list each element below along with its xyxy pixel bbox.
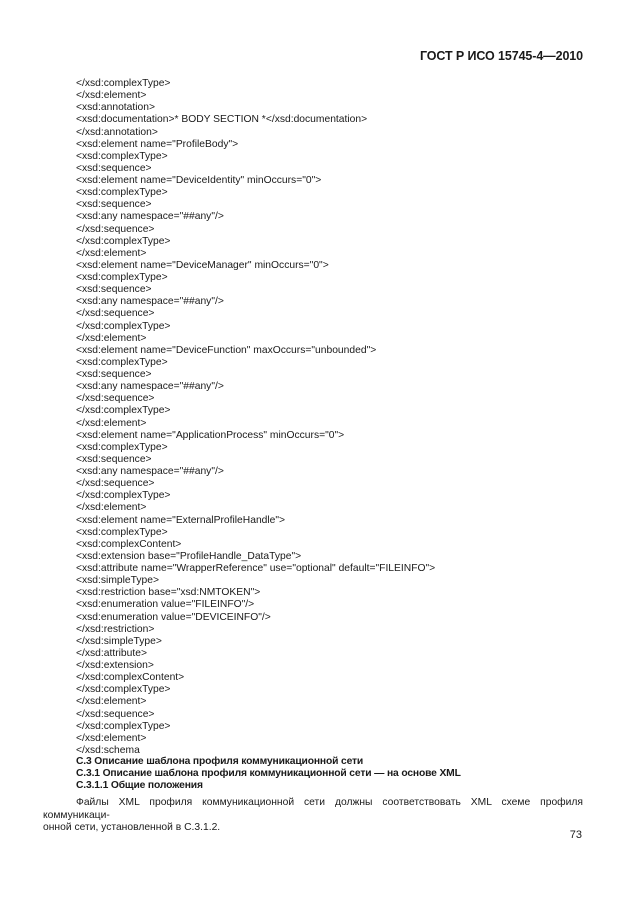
code-line: <xsd:complexContent> [76,538,182,550]
code-line: <xsd:complexType> [76,272,168,283]
code-line: </xsd:sequence> [76,393,155,405]
code-line: </xsd:sequence> [76,308,155,320]
section-heading-c3-1-1: С.3.1.1 Общие положения [76,780,203,791]
paragraph-line-1: Файлы XML профиля коммуникационной сети должны соответствовать XML схеме профиля коммуникаци- [43,797,583,821]
code-line: </xsd:element> [76,90,147,102]
code-line: <xsd:sequence> [76,369,152,380]
code-line: <xsd:sequence> [76,162,152,174]
code-line: <xsd:sequence> [76,199,152,211]
code-line: </xsd:complexType> [76,720,171,732]
code-line: </xsd:attribute> [76,647,147,659]
code-line: </xsd:complexType> [76,490,171,502]
code-line: <xsd:sequence> [76,453,152,465]
code-line: </xsd:complexType> [76,78,171,89]
code-line: <xsd:documentation>* BODY SECTION *</xsd:documentation> [76,114,368,126]
code-line: <xsd:element name="DeviceFunction" maxOccurs="unbounded"> [76,344,377,356]
code-line: <xsd:enumeration value="DEVICEINFO"/> [76,611,271,623]
code-line: </xsd:complexType> [76,320,171,332]
code-line: </xsd:element> [76,247,147,259]
code-line: </xsd:element> [76,502,147,514]
code-line: <xsd:element name="DeviceManager" minOccurs="0"> [76,259,329,271]
code-line: </xsd:sequence> [76,223,155,235]
code-line: </xsd:sequence> [76,708,155,720]
code-line: <xsd:complexType> [76,187,168,199]
code-line: </xsd:element> [76,696,147,708]
code-line: <xsd:any namespace="##any"/> [76,381,224,393]
body-paragraph [43,797,583,835]
section-heading-c3-1: С.3.1 Описание шаблона профиля коммуникационной сети — на основе XML [76,768,461,779]
code-line: <xsd:complexType> [76,150,168,162]
code-line: <xsd:annotation> [76,102,156,114]
code-line: <xsd:any namespace="##any"/> [76,466,224,477]
code-line: </xsd:extension> [76,660,154,671]
code-line: <xsd:attribute name="WrapperReference" use="optional" default="FILEINFO"> [76,563,436,574]
paragraph-line-2: онной сети, установленной в С.3.1.2. [43,822,221,834]
code-line: <xsd:enumeration value="FILEINFO"/> [76,599,255,611]
xml-schema-listing [76,78,435,757]
code-line: </xsd:restriction> [76,623,155,635]
code-line: <xsd:element name="DeviceIdentity" minOccurs="0"> [76,175,322,186]
code-line: <xsd:any namespace="##any"/> [76,211,224,223]
code-line: </xsd:complexType> [76,405,171,417]
code-line: </xsd:complexContent> [76,672,185,684]
code-line: <xsd:extension base="ProfileHandle_DataType"> [76,550,302,562]
code-line: <xsd:complexType> [76,356,168,368]
code-line: </xsd:annotation> [76,126,158,138]
code-line: <xsd:element name="ApplicationProcess" minOccurs="0"> [76,429,345,441]
code-line: <xsd:complexType> [76,441,168,453]
code-line: <xsd:restriction base="xsd:NMTOKEN"> [76,587,261,599]
code-line: </xsd:element> [76,732,147,744]
code-line: <xsd:sequence> [76,284,152,296]
code-line: </xsd:sequence> [76,478,155,490]
section-heading-c3: С.3 Описание шаблона профиля коммуникационной сети [76,756,364,767]
code-line: </xsd:element> [76,417,147,429]
code-line: </xsd:complexType> [76,684,171,696]
code-line: </xsd:simpleType> [76,635,162,647]
standard-header: ГОСТ Р ИСО 15745-4—2010 [419,49,583,63]
page-number: 73 [569,829,582,841]
code-line: </xsd:complexType> [76,235,171,247]
code-line: <xsd:element name="ExternalProfileHandle"> [76,514,286,526]
code-line: <xsd:any namespace="##any"/> [76,296,224,308]
code-line: </xsd:schema [76,744,140,756]
code-line: <xsd:element name="ProfileBody"> [76,138,239,150]
code-line: </xsd:element> [76,332,147,344]
code-line: <xsd:simpleType> [76,575,159,587]
code-line: <xsd:complexType> [76,526,168,538]
